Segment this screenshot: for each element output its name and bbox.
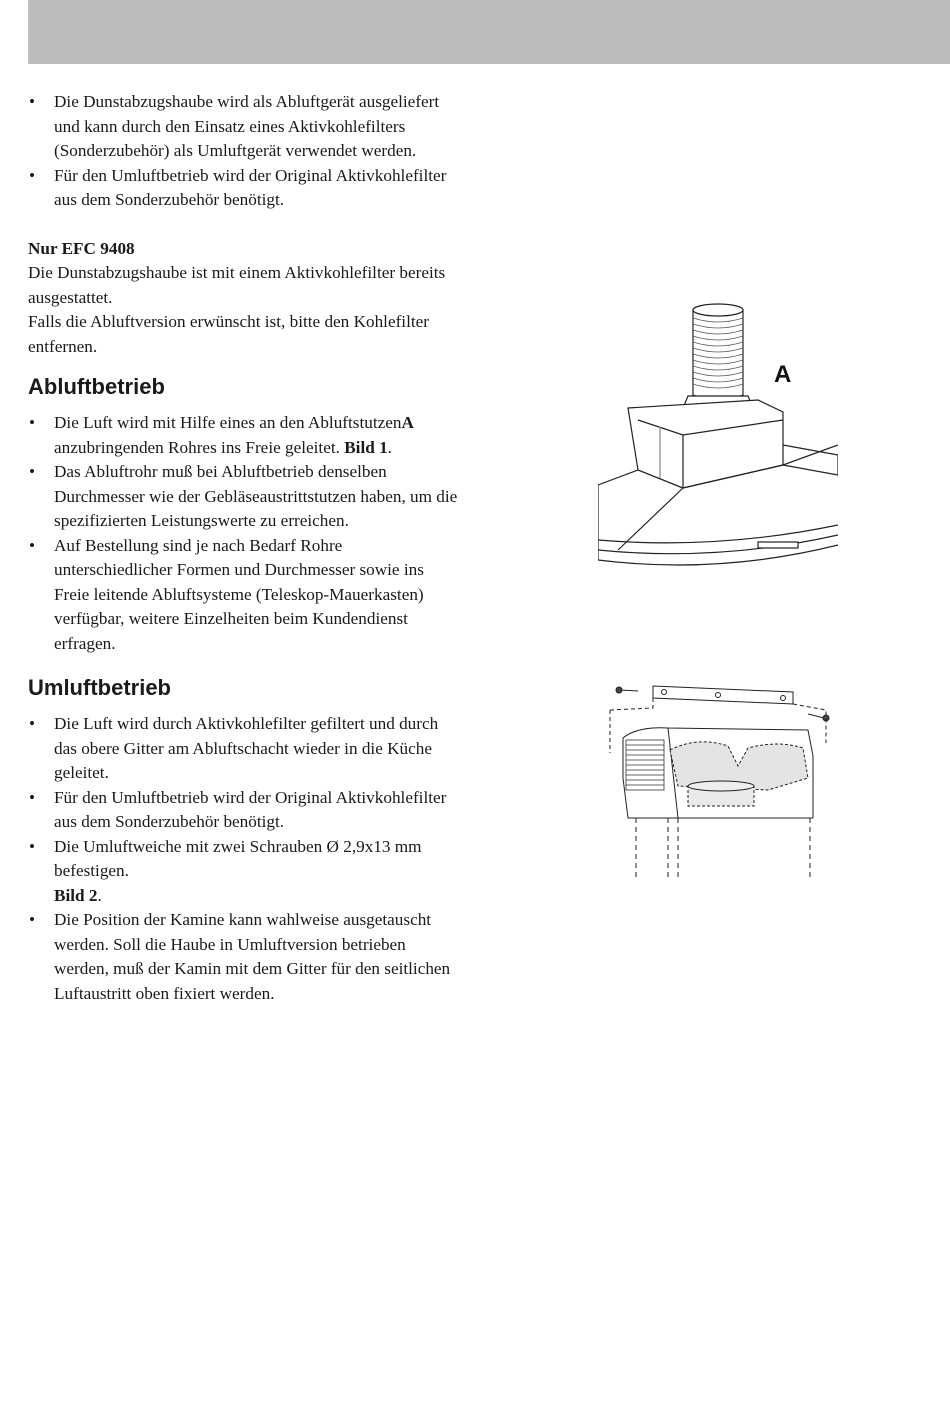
list-item: • Für den Umluftbetrieb wird der Original Aktivkohlefilter aus dem Sonderzubehör benötigt. [28, 786, 458, 835]
figure-2-recirculation-deflector [598, 678, 838, 880]
list-item: • Die Position der Kamine kann wahlweise ausgetauscht werden. Soll die Haube in Umluftversion betrieben werden, muß der Kamin mit dem Gitter für den seitlichen Luftaustritt oben fixiert werden. [28, 908, 458, 1006]
list-item: • Die Dunstabzugshaube wird als Abluftgerät ausgeliefert und kann durch den Einsatz eines Aktivkohlefilters (Sonderzubehör) als Umluftgerät verwendet werden. [28, 90, 458, 164]
section-heading-umluft: Umluftbetrieb [28, 675, 171, 700]
section-heading-abluft: Abluftbetrieb [28, 374, 165, 399]
figure-ref: Bild 1 [344, 437, 388, 457]
list-item: • Das Abluftrohr muß bei Abluftbetrieb denselben Durchmesser wie der Gebläseaustrittstutzen haben, um die spezifizierten Leistungswerte zu erreichen. [28, 460, 458, 534]
text-column [28, 90, 458, 1006]
note-line: Falls die Abluftversion erwünscht ist, bitte den Kohlefilter entfernen. [28, 312, 429, 356]
list-item: • Auf Bestellung sind je nach Bedarf Rohre unterschiedlicher Formen und Durchmesser sowie ins Freie leitende Abluftsysteme (Teleskop-Mauerkasten) verfügbar, weitere Einzelheiten beim Kundendienst erfragen. [28, 534, 458, 657]
umluft-list [28, 712, 458, 1006]
text-span: anzubringenden Rohres ins Freie geleitet. [54, 437, 340, 457]
note-title: Nur EFC 9408 [28, 238, 135, 258]
header-bar [28, 0, 950, 64]
note-line: Die Dunstabzugshaube ist mit einem Aktivkohlefilter bereits ausgestattet. [28, 263, 446, 307]
list-item: • Für den Umluftbetrieb wird der Original Aktivkohlefilter aus dem Sonderzubehör benötigt. [28, 164, 458, 213]
list-item: • Die Luft wird mit Hilfe eines an den AbluftstutzenA anzubringenden Rohres ins Freie geleitet. Bild 1. [28, 411, 458, 460]
text-span: Die Luft wird mit Hilfe eines an den Abluftstutzen [54, 413, 402, 432]
screw-left [616, 687, 638, 693]
abluft-list [28, 411, 458, 656]
note-block [28, 237, 458, 360]
figure-ref: Bild 2 [54, 885, 98, 905]
list-item: • Die Umluftweiche mit zwei Schrauben Ø 2,9x13 mm befestigen. Bild 2. [28, 835, 458, 909]
intro-list [28, 90, 458, 213]
text-span: Die Umluftweiche mit zwei Schrauben Ø 2,9x13 mm befestigen. [54, 836, 422, 880]
label-a: A [401, 413, 414, 432]
figure-1-hood-exhaust [598, 300, 838, 570]
list-item: • Die Luft wird durch Aktivkohlefilter gefiltert und durch das obere Gitter am Abluftschacht wieder in die Küche geleitet. [28, 712, 458, 786]
figure-1-label: A [774, 361, 792, 388]
